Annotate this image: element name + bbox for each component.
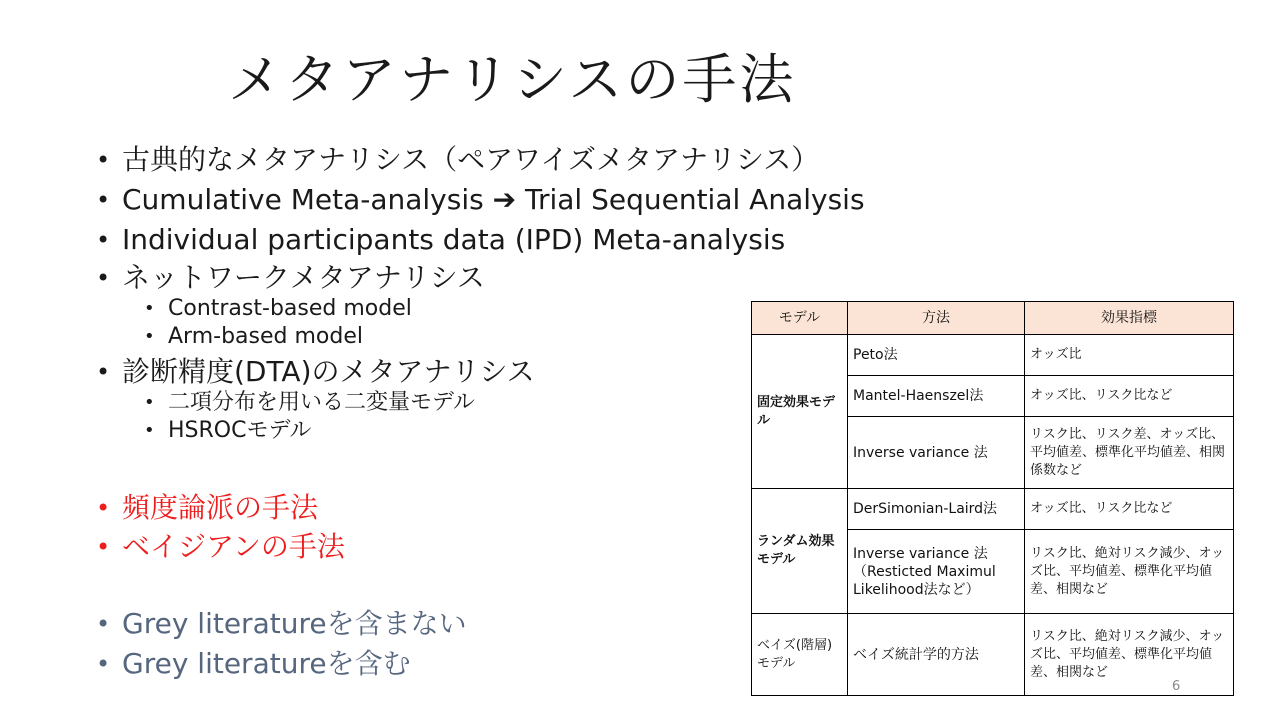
bullet-text: Grey literatureを含まない	[122, 607, 467, 640]
effect-cell: リスク比、絶対リスク減少、オッズ比、平均値差、標準化平均値差、相関など	[1025, 614, 1234, 696]
group-fixed: 固定効果モデル	[752, 335, 848, 489]
methods-table	[751, 301, 1234, 696]
header-model: モデル	[752, 302, 848, 335]
bullet-dot-icon: •	[96, 186, 111, 214]
bullet-dot-icon: •	[144, 420, 155, 441]
bullet-text: Individual participants data (IPD) Meta-analysis	[122, 223, 786, 256]
method-cell: Peto法	[848, 335, 1025, 376]
effect-cell: オッズ比、リスク比など	[1025, 489, 1234, 530]
group-random: ランダム効果モデル	[752, 489, 848, 614]
bullet-dot-icon: •	[96, 358, 111, 386]
bullet-text: 古典的なメタアナリシス（ペアワイズメタアナリシス）	[122, 143, 820, 176]
bullet-dot-icon: •	[96, 146, 111, 174]
table-row	[752, 335, 1234, 376]
effect-cell: リスク比、絶対リスク減少、オッズ比、平均値差、標準化平均値差、相関など	[1025, 530, 1234, 614]
method-cell: ベイズ統計学的方法	[848, 614, 1025, 696]
page-number: 6	[1172, 679, 1181, 694]
bullet-text: ネットワークメタアナリシス	[122, 261, 485, 294]
bullet-dot-icon: •	[144, 326, 155, 347]
method-cell: Inverse variance 法	[848, 417, 1025, 489]
bullet-dot-icon: •	[96, 494, 111, 522]
method-cell: DerSimonian-Laird法	[848, 489, 1025, 530]
bullet-text: Cumulative Meta-analysis ➔ Trial Sequential Analysis	[122, 183, 865, 216]
bullet-dot-icon: •	[96, 650, 111, 678]
effect-cell: オッズ比、リスク比など	[1025, 376, 1234, 417]
bullet-dot-icon: •	[96, 533, 111, 561]
bullet-dot-icon: •	[144, 392, 155, 413]
bullet-text: ベイジアンの手法	[122, 530, 345, 563]
table-header-row	[752, 302, 1234, 335]
bullet-dot-icon: •	[96, 226, 111, 254]
bullet-dot-icon: •	[144, 298, 155, 319]
sub-bullet-text: Arm-based model	[168, 324, 363, 349]
sub-bullet-text: HSROCモデル	[168, 418, 312, 443]
header-effect: 効果指標	[1025, 302, 1234, 335]
group-bayes: ベイズ(階層)モデル	[752, 614, 848, 696]
bullet-dot-icon: •	[96, 264, 111, 292]
table-row	[752, 614, 1234, 696]
method-cell: Inverse variance 法 （Resticted Maximul Likelihood法など）	[848, 530, 1025, 614]
bullet-dot-icon: •	[96, 610, 111, 638]
bullet-text: Grey literatureを含む	[122, 647, 411, 680]
sub-bullet-text: 二項分布を用いる二変量モデル	[168, 390, 475, 415]
slide-title: メタアナリシスの手法	[228, 48, 797, 111]
table-row	[752, 489, 1234, 530]
bullet-text: 診断精度(DTA)のメタアナリシス	[122, 355, 535, 388]
effect-cell: オッズ比	[1025, 335, 1234, 376]
bullet-text: 頻度論派の手法	[122, 491, 319, 524]
method-cell: Mantel-Haenszel法	[848, 376, 1025, 417]
sub-bullet-text: Contrast-based model	[168, 296, 412, 321]
header-method: 方法	[848, 302, 1025, 335]
effect-cell: リスク比、リスク差、オッズ比、平均値差、標準化平均値差、相関係数など	[1025, 417, 1234, 489]
